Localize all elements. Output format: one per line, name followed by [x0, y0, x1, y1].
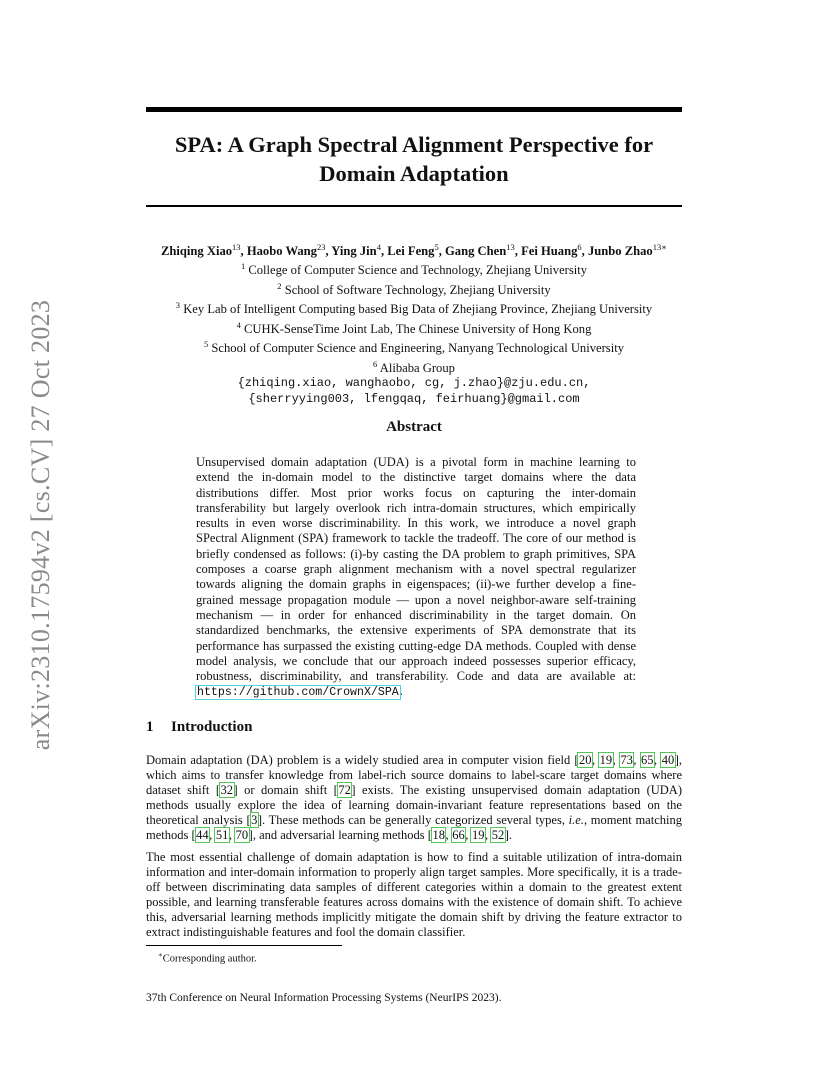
author-affiliation-mark: 13 [506, 242, 515, 252]
intro-paragraph-2: The most essential challenge of domain adaptation is how to find a suitable utilization of intra-domain information and inter-domain information to properly align target samples. More specifically, it is a trade-off between discriminating data samples of different categories within a domain to the greatest extent possible, and learning transferable features across domains with the existence of domain shift. To achieve this, adversarial learning methods implicitly mitigate the domain shift by driving the feature extractor to extract indistinguishable features and fool the domain classifier. [146, 850, 682, 940]
citation-link[interactable]: 3 [251, 813, 258, 828]
affiliation [100, 337, 728, 356]
author-block [100, 240, 728, 407]
author-affiliation-mark: 13 [232, 242, 241, 252]
citation-link[interactable]: 18 [432, 828, 445, 843]
author-name: Lei Feng [387, 244, 435, 259]
section-heading-introduction [146, 719, 252, 736]
affiliation-text: Key Lab of Intelligent Computing based Big Data of Zhejiang Province, Zhejiang University [180, 302, 653, 317]
author-affiliation-mark: 4 [376, 242, 381, 252]
footnote [158, 951, 257, 965]
affiliation-mark: 6 [373, 358, 378, 369]
affiliation-text: School of Software Technology, Zhejiang University [281, 283, 551, 298]
footnote-mark: ∗ [158, 951, 163, 959]
abstract-body [196, 455, 636, 701]
author-name: Fei Huang [521, 244, 578, 259]
citation-link[interactable]: 52 [491, 828, 505, 843]
author-affiliation-mark: 5 [434, 242, 439, 252]
code-link[interactable]: https://github.com/CrownX/SPA [197, 686, 399, 700]
affiliation-text: CUHK-SenseTime Joint Lab, The Chinese University of Hong Kong [240, 322, 592, 337]
affiliation [100, 259, 728, 278]
abstract-heading: Abstract [386, 419, 442, 435]
affiliation-text: College of Computer Science and Technology, Zhejiang University [245, 263, 588, 278]
affiliation-mark: 4 [236, 319, 241, 330]
text-run: , and adversarial learning methods [252, 828, 428, 843]
title-top-rule [146, 107, 682, 112]
citation-group: 44, 51, 70 [196, 828, 249, 843]
citation-link[interactable]: 19 [599, 753, 613, 767]
text-run: , which aims to transfer knowledge from label-rich source domains to label-scare target domains where dataset shift [146, 753, 683, 798]
email-line-2: {sherryying003, lfengqaq, feirhuang}@gmail.com [248, 391, 580, 406]
text-run: . These methods can be generally categorized several types, [262, 813, 569, 828]
text-run: or domain shift [237, 783, 334, 798]
citation-link[interactable]: 72 [338, 783, 351, 798]
author-name: Gang Chen [445, 244, 507, 259]
title-line-2: Domain Adaptation [319, 161, 509, 186]
abstract-end: . [399, 684, 403, 699]
text-run: , moment matching methods [146, 813, 682, 843]
author-affiliation-mark: 6 [577, 242, 582, 252]
affiliation-mark: 1 [240, 261, 246, 272]
author-list: Zhiqing Xiao$^{13}$, Haobo Wang$^{23}$, Ying Jin$^4$, Lei Feng$^5$, Gang Chen$^{13}$, Fei Huang$^6$, Junbo Zhao$^{13∗}$ [161, 242, 667, 259]
intro-paragraph-1: Domain adaptation (DA) problem is a widely studied area in computer vision field [20, 19, 73, 65, 40], which aims to transfer knowledge from label-rich source domains to label-scare target domains where dataset shift [32] or domain shift [72] exists. The existing unsupervised domain adaptation (UDA) methods usually explore the idea of learning domain-invariant feature representations based on the theoretical analysis [3]. These methods can be generally categorized several types, i.e., moment matching methods [44, 51, 70], and adversarial learning methods [18, 66, 19, 52]. [146, 753, 683, 843]
citation-group: 18, 66, 19, 52 [432, 828, 505, 843]
citation-link[interactable]: 32 [220, 783, 234, 798]
affiliation [100, 357, 728, 376]
section-number: 1 [146, 719, 154, 735]
title-line-1: SPA: A Graph Spectral Alignment Perspective for [174, 132, 654, 157]
author-affiliation-mark: 23 [316, 242, 326, 252]
paper-title [146, 130, 682, 188]
affiliation [100, 318, 728, 337]
citation-link[interactable]: 70 [235, 828, 249, 843]
title-bottom-rule [146, 205, 682, 207]
arxiv-stamp [24, 290, 58, 760]
text-run: . [508, 828, 512, 843]
citation-link[interactable]: 44 [196, 828, 209, 843]
text-run: Domain adaptation (DA) problem is a widely studied area in computer vision field [146, 753, 575, 767]
affiliation-mark: 5 [203, 339, 209, 350]
italic-text: i.e. [568, 813, 584, 828]
author-affiliation-mark: 13∗ [652, 242, 667, 252]
affiliation-mark: 2 [277, 280, 282, 291]
citation-link[interactable]: 19 [471, 828, 485, 843]
arxiv-identifier: arXiv:2310.17594v2 [cs.CV] 27 Oct 2023 [26, 299, 55, 751]
citation-link[interactable]: 51 [215, 828, 229, 843]
footnote-rule [146, 945, 342, 946]
citation-group: 20, 19, 73, 65, 40 [578, 753, 675, 767]
affiliation-text: School of Computer Science and Engineering, Nanyang Technological University [208, 341, 625, 356]
affiliation-mark: 3 [175, 300, 181, 311]
author-name: Haobo Wang [246, 244, 317, 259]
affiliation [100, 279, 728, 298]
abstract-text: Unsupervised domain adaptation (UDA) is a pivotal form in machine learning to extend the in-domain model to the distinctive target domains where the data distributions differ. Most prior works focus on capturing the inter-domain transferability but largely overlook rich intra-domain structures, which empirically results in even worse discriminability. In this work, we introduce a novel graph SPectral Alignment (SPA) framework to tackle the tradeoff. The core of our method is briefly condensed as follows: (i)-by casting the DA problem to graph primitives, SPA composes a coarse graph alignment mechanism with a novel spectral regularizer towards aligning the domain graphs in eigenspaces; (ii)-we further develop a fine-grained message propagation module — upon a novel neighbor-aware self-training mechanism — in order for enhanced discriminability in the target domain. On standardized benchmarks, the extensive experiments of SPA demonstrate that its performance has surpassed the existing cutting-edge DA methods. Coupled with dense model analysis, we conclude that our approach indeed possesses superior efficacy, robustness, discriminability, and transferability. Code and data are available at: [196, 455, 636, 684]
footnote-text: Corresponding author. [162, 953, 257, 965]
citation-link[interactable]: 40 [661, 753, 675, 767]
section-title: Introduction [171, 719, 253, 735]
email-line-1: {zhiqing.xiao, wanghaobo, cg, j.zhao}@zju.edu.cn, [237, 376, 591, 391]
author-name: Junbo Zhao [587, 244, 653, 259]
citation-link[interactable]: 20 [578, 753, 592, 767]
citation-link[interactable]: 66 [452, 828, 465, 843]
affiliation [100, 298, 728, 317]
author-name: Zhiqing Xiao [161, 244, 233, 259]
author-name: Ying Jin [331, 244, 377, 259]
text-run: exists. The existing unsupervised domain adaptation (UDA) methods usually explore the idea of learning domain-invariant feature representations based on the theoretical analysis [146, 783, 682, 828]
affiliation-text: Alibaba Group [377, 361, 455, 376]
citation-link[interactable]: 73 [620, 753, 633, 767]
venue-line: 37th Conference on Neural Information Processing Systems (NeurIPS 2023). [146, 992, 502, 1004]
affiliation-list [100, 259, 728, 376]
citation-link[interactable]: 65 [641, 753, 654, 767]
